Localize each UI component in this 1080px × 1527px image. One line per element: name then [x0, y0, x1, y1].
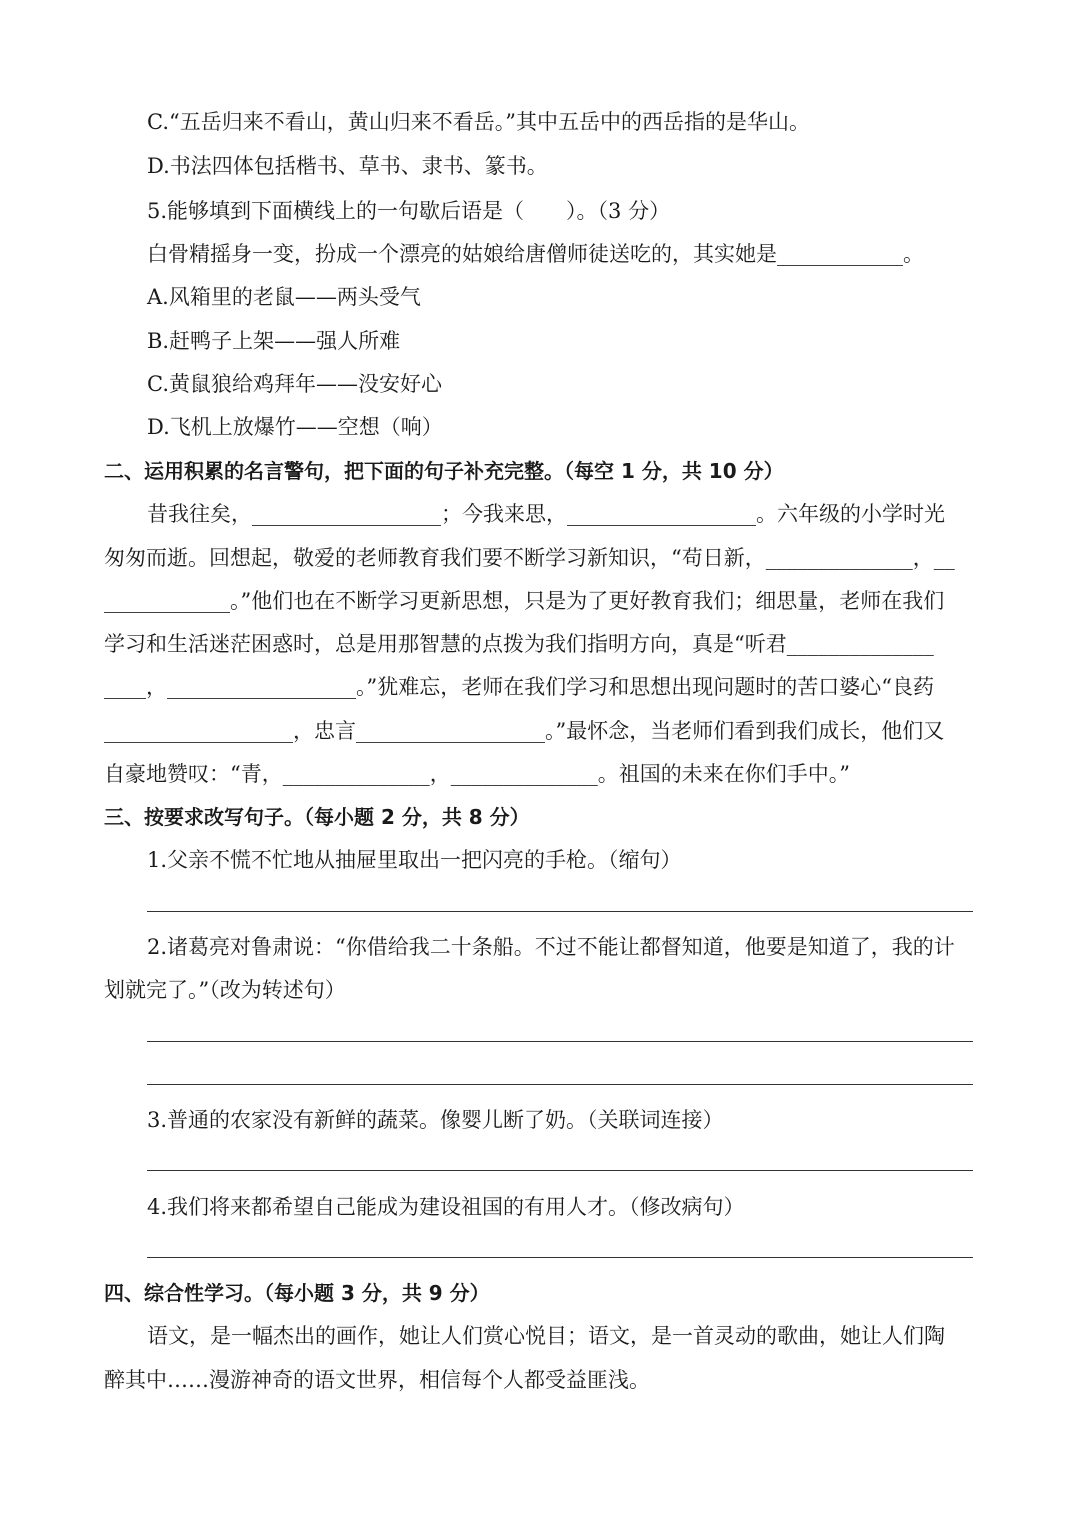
section2-line: 昔我往矣，__________________；今我来思，__________________。六年级的小学时光 [147, 502, 945, 526]
section2-line: 学习和生活迷茫困惑时，总是用那智慧的点拨为我们指明方向，真是“听君______________ [104, 632, 934, 656]
section2-line: 自豪地赞叹：“青，______________，______________。祖国的未来在你们手中。” [104, 762, 850, 786]
option-d-calligraphy: D.书法四体包括楷书、草书、隶书、篆书。 [147, 154, 548, 178]
section3-q3: 3.普通的农家没有新鲜的蔬菜。像婴儿断了奶。（关联词连接） [147, 1108, 724, 1132]
section3-q4: 4.我们将来都希望自己能成为建设祖国的有用人才。（修改病句） [147, 1195, 745, 1219]
section2-line: 匆匆而逝。回想起，敬爱的老师教育我们要不断学习新知识，“苟日新，______________，__ [104, 546, 955, 570]
section2-line: ____，__________________。”犹难忘，老师在我们学习和思想出现问题时的苦口婆心“良药 [104, 675, 934, 699]
section3-q1: 1.父亲不慌不忙地从抽屉里取出一把闪亮的手枪。（缩句） [147, 848, 682, 872]
section2-heading: 二、运用积累的名言警句，把下面的句子补充完整。（每空 1 分，共 10 分） [104, 459, 784, 483]
q5-option-c: C.黄鼠狼给鸡拜年——没安好心 [147, 372, 442, 396]
q5-stem: 5.能够填到下面横线上的一句歇后语是（ ）。（3 分） [147, 199, 671, 223]
section4-heading: 四、综合性学习。（每小题 3 分，共 9 分） [104, 1281, 490, 1305]
section2-line: __________________，忠言__________________。”最怀念，当老师们看到我们成长，他们又 [104, 719, 945, 743]
q5-option-a: A.风箱里的老鼠——两头受气 [147, 285, 421, 309]
answer-line[interactable] [147, 1084, 973, 1085]
q5-option-b: B.赶鸭子上架——强人所难 [147, 329, 401, 353]
answer-line[interactable] [147, 911, 973, 912]
q5-context: 白骨精摇身一变，扮成一个漂亮的姑娘给唐僧师徒送吃的，其实她是____________。 [147, 242, 924, 266]
answer-line[interactable] [147, 1041, 973, 1042]
answer-line[interactable] [147, 1170, 973, 1171]
section4-line1: 语文，是一幅杰出的画作，她让人们赏心悦目；语文，是一首灵动的歌曲，她让人们陶 [147, 1324, 945, 1348]
answer-line[interactable] [147, 1257, 973, 1258]
option-c-huashan: C.“五岳归来不看山，黄山归来不看岳。”其中五岳中的西岳指的是华山。 [147, 110, 810, 134]
section3-heading: 三、按要求改写句子。（每小题 2 分，共 8 分） [104, 805, 530, 829]
section3-q2-line1: 2.诸葛亮对鲁肃说：“你借给我二十条船。不过不能让都督知道，他要是知道了，我的计 [147, 935, 955, 959]
section3-q2-line2: 划就完了。”（改为转述句） [104, 978, 346, 1002]
section4-line2: 醉其中……漫游神奇的语文世界，相信每个人都受益匪浅。 [104, 1368, 650, 1392]
q5-option-d: D.飞机上放爆竹——空想（响） [147, 415, 443, 439]
section2-line: ____________。”他们也在不断学习更新思想，只是为了更好教育我们；细思量，老师在我们 [104, 589, 945, 613]
